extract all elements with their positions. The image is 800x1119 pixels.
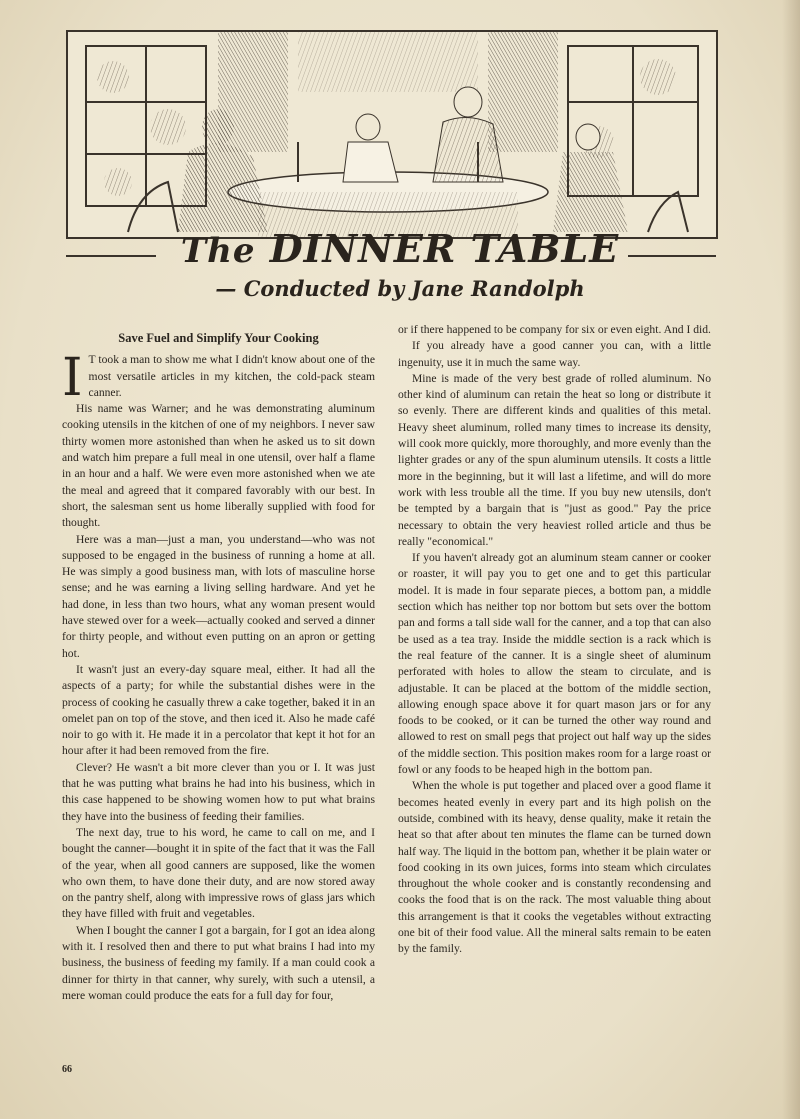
section-heading: Save Fuel and Simplify Your Cooking bbox=[118, 331, 319, 345]
article-paragraph: Here was a man—just a man, you understand—who was not supposed to be engaged in the business of running a home at all. He was simply a good business man, with lots of masculine horse sense; and he was earning a living selling hardware. And yet he had done, in less than two hours, what any woman present would have stewed over for a week—actually cooked and served a dinner for thirty people, and without even putting on an apron or getting hot. bbox=[62, 532, 375, 660]
drop-cap: I bbox=[62, 348, 83, 409]
title-main: DINNER TABLE bbox=[269, 226, 620, 271]
illustration-drawing bbox=[68, 32, 716, 237]
page-number: 66 bbox=[62, 1064, 72, 1075]
page-title bbox=[60, 226, 740, 276]
article-paragraph: If you haven't already got an aluminum steam canner or cooker or roaster, it will pay you to get one and to get this particular model. It is made in four separate pieces, a bottom pan, a middle section which has neither top nor bottom but sets over the bottom pan and forms a tall side wall for the canner, and a top that can also be used as a tea tray. Inside the middle section is a rack which is the real feature of the canner. It is a single sheet of aluminum perforated with holes to allow the steam to circulate, and is adjustable. It can be placed at the bottom of the middle section, allowing enough space above it for quart mason jars or for any foods to be cooked, or it can be turned the other way round and allowed to rest on small pegs that project out half way up the sides of the middle section. This position makes room for a large roast or fowl or any foods to be heaped high in the bottom pan. bbox=[398, 551, 711, 777]
article-paragraph: Mine is made of the very best grade of rolled aluminum. No other kind of aluminum can retain the heat so long or distribute it so evenly. There are different kinds and qualities of this metal. Heavy sheet aluminum, rolled many times to increase its density, will cook more quickly, more thoroughly, and more evenly than the lighter grades or any of the spun aluminum utensils. It costs a little more in the beginning, but it will last a lifetime, and will do more work with less trouble all the time. If you buy new utensils, don't be tempted by a bargain that is "just as good." Pay the price necessary to obtain the very heaviest rolled article and thus be really "economical." bbox=[398, 371, 711, 548]
paragraph-text: T took a man to show me what I didn't know about one of the most versatile articles in my kitchen, the cold-pack steam canner. bbox=[88, 353, 375, 399]
left-column bbox=[62, 330, 375, 1004]
right-column bbox=[398, 322, 711, 958]
dinner-scene-illustration bbox=[66, 30, 718, 239]
article-paragraph: The next day, true to his word, he came to call on me, and I bought the canner—bought it in spite of the fact that it was the Fall of the year, when all good canners are supposed, like the women who own them, to have done their duty, and are now stored away on the pantry shelf, along with impressive rows of glass jars which they have filled with fruit and vegetables. bbox=[62, 825, 375, 921]
title-the: The bbox=[180, 231, 256, 271]
byline: — Conducted by Jane Randolph bbox=[215, 276, 585, 301]
article-paragraph: His name was Warner; and he was demonstrating aluminum cooking utensils in the kitchen of one of my neighbors. I never saw thirty women more astonished than when he asked us to sit down and watch him prepare a full meal in one utensil, over half a flame in an hour and a half. We were even more astonished when we ate the meal and agreed that it compared favorably with our best. In short, the salesman sent us home liberally supplied with food for thought. bbox=[62, 402, 375, 530]
article-paragraph: Clever? He wasn't a bit more clever than you or I. It was just that he was putting what brains he had into his business, which in this case happened to be showing women how to put what brains they have into the business of feeding their families. bbox=[62, 760, 375, 823]
page-edge-shadow bbox=[782, 0, 800, 1119]
article-paragraph: When the whole is put together and placed over a good flame it becomes heated evenly in every part and its high polish on the outside, combined with its heavy, dense quality, make it retain the heat so that after about ten minutes the flame can be turned down half way. The liquid in the bottom pan, whether it be plain water or food cooking in its own juices, forms into steam which circulates throughout the whole cooker and is constantly recondensing and cooks the food that is on the rack. The most valuable thing about this arrangement is that it cooks the vegetables without extracting one bit of their food value. All the mineral salts remain to be eaten by the family. bbox=[398, 779, 711, 956]
article-paragraph: It wasn't just an every-day square meal, either. It had all the aspects of a party; for while the substantial dishes were in the process of cooking he casually threw a cake together, baked it in an omelet pan on top of the stove, and then iced it. Also he made café noir to go with it. He made it in a percolator that kept it hot for an hour after it had been removed from the fire. bbox=[62, 662, 375, 758]
article-paragraph: When I bought the canner I got a bargain, for I got an idea along with it. I resolved then and there to put what brains I had into my business, the business of feeding my family. If a man could cook a dinner for thirty in that canner, why surely, with such a utensil, a mere woman could produce the eats for a full day for four, bbox=[62, 923, 375, 1002]
article-paragraph: If you already have a good canner you can, with a little ingenuity, use it in much the same way. bbox=[398, 339, 711, 369]
article-paragraph bbox=[62, 348, 375, 409]
article-paragraph: or if there happened to be company for six or even eight. And I did. bbox=[398, 323, 711, 336]
